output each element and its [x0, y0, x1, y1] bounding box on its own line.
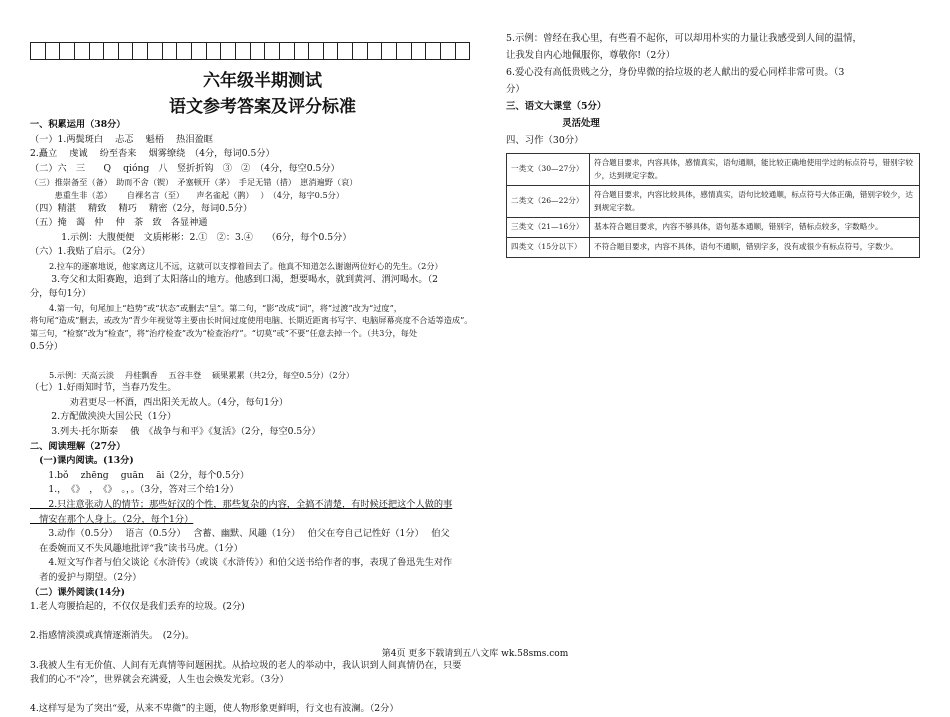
- left-line: （一）1.两鬓斑白 忐忑 魁梧 热泪盈眶: [30, 133, 213, 145]
- page-title: 六年级半期测试: [203, 71, 322, 91]
- rubric-category: 二类文（26—22分）: [507, 186, 590, 218]
- grid-cell: [148, 43, 163, 59]
- page-subtitle: 语文参考答案及评分标准: [169, 97, 356, 117]
- left-line: 3.夸父和太阳赛跑，追到了太阳落山的地方。他感到口渴，想要喝水，就到黄河、渭河喝水。（2: [30, 273, 438, 285]
- left-line: 4.这样写是为了突出“爱，从来不卑微”的主题，使人物形象更鲜明，行文也有波澜。（2分）: [30, 703, 399, 715]
- name-box-grid: [30, 42, 470, 60]
- grid-cell: [397, 43, 412, 59]
- grid-cell: [382, 43, 397, 59]
- left-line: 2.只注意张动人的情节；那些好汉的个性，那些复杂的内容，全搞不清楚，有时候还把这个人做的事: [30, 499, 453, 511]
- rubric-description: 不符合题目要求，内容不具体，语句不通顺，错别字多，没有或很少有标点符号，字数少。: [590, 237, 920, 257]
- grid-cell: [251, 43, 266, 59]
- grid-cell: [412, 43, 427, 59]
- grid-cell: [426, 43, 441, 59]
- left-line: 3.我被人生有无价值、人间有无真情等问题困扰。从拾垃圾的老人的举动中，我认识到人间真情仍在，只要: [30, 659, 462, 671]
- grid-cell: [192, 43, 207, 59]
- left-line: 2.拉车的逐寨地说，他家离这儿不远，这就可以支撑着回去了。他真不知道怎么谢谢两位好心的先生。（2分）: [30, 260, 443, 271]
- grid-cell: [295, 43, 310, 59]
- grid-cell: [163, 43, 178, 59]
- left-line: 分，每句1分）: [30, 288, 91, 300]
- left-line: 3.列夫·托尔斯泰 俄 《战争与和平》《复活》（2分，每空0.5分）: [30, 426, 321, 438]
- grid-cell: [441, 43, 456, 59]
- grid-cell: [221, 43, 236, 59]
- left-line: 4.短文写作者与伯父谈论《水浒传》（或谈《水浒传》）和伯父送书给作者的事，表现了鲁迅先生对作: [30, 557, 453, 569]
- right-line: 分）: [506, 84, 525, 95]
- left-line: 0.5分）: [30, 340, 63, 352]
- grid-cell: [353, 43, 368, 59]
- rubric-row: [507, 218, 920, 238]
- rubric-row: [507, 154, 920, 186]
- rubric-category: 四类文（15分以下）: [507, 237, 590, 257]
- right-line: 5.示例：曾经在我心里，有些看不起你，可以却用朴实的力量让我感受到人间的温情，: [506, 33, 862, 44]
- essay-rubric-table: [506, 153, 920, 258]
- grid-cell: [338, 43, 353, 59]
- grid-cell: [31, 43, 46, 59]
- left-line: 将句尾“造成”删去，或改为“青少年视觉等主要由长时间过度使用电脑、长期近距离书写字、电脑屏幕亮度不合适等造成”。: [30, 315, 473, 326]
- left-line: （二）课外阅读(14分): [30, 586, 125, 598]
- rubric-description: 基本符合题目要求，内容不够具体，语句基本通顺，错别字，错标点较多，字数略少。: [590, 218, 920, 238]
- left-line: [30, 354, 495, 369]
- left-line: 一、积累运用（38分）: [30, 119, 126, 130]
- grid-cell: [60, 43, 75, 59]
- page-footer: 第4页 更多下载请到五八文库 wk.58sms.com: [381, 649, 569, 659]
- left-line: （二）六 三 Q qióng 八 竖折折钩 ③ ② （4分，每空0.5分）: [30, 162, 340, 174]
- left-line: 劝君更尽一杯酒，西出阳关无故人。（4分，每句1分）: [30, 396, 289, 408]
- left-line: 者的爱护与期望。（2分）: [30, 572, 142, 583]
- left-line: [30, 688, 495, 703]
- rubric-row: [507, 237, 920, 257]
- grid-cell: [133, 43, 148, 59]
- left-line: 二、阅读理解（27分）: [30, 440, 126, 452]
- left-line: 1.， 《》 ， 《》 。，。（3分，答对三个给1分）: [30, 484, 239, 496]
- right-line: 让我发自内心地佩服你，尊敬你!（2分）: [506, 50, 676, 61]
- left-line: （四）精湛 精致 精巧 精密（2分，每词0.5分）: [30, 202, 253, 214]
- left-line: （五）掩 蔼 仲 仲 茶 致 各显神通: [30, 217, 208, 229]
- rubric-category: 一类文（30—27分）: [507, 154, 590, 186]
- left-line: 情安在那个人身上。（2分，每个1分）: [30, 513, 194, 525]
- right-line: 灵活处理: [506, 118, 600, 129]
- grid-cell: [236, 43, 251, 59]
- left-line: [30, 615, 495, 630]
- rubric-row: [507, 186, 920, 218]
- grid-cell: [75, 43, 90, 59]
- grid-cell: [46, 43, 61, 59]
- left-line: 1.示例：大腹便便 文质彬彬：2.① ②：3.④ （6分，每个0.5分）: [40, 231, 352, 243]
- left-line: 4.第一句，句尾加上“趋势”或“状态”或删去“呈”。第二句，“影”改成“词”，将“过渡”改为“过度”，: [30, 302, 402, 313]
- right-line: 三、语文大课堂（5分）: [506, 101, 607, 112]
- left-line: 我们的心不“冷”，世界就会充满爱，人生也会焕发光彩。（3分）: [30, 674, 289, 686]
- left-line: （七）1.好雨知时节，当春乃发生。: [30, 382, 177, 394]
- grid-cell: [104, 43, 119, 59]
- rubric-description: 符合题目要求，内容比较具体，感情真实，语句比较通顺，标点符号大体正确，错别字较少，达到规定字数。: [590, 186, 920, 218]
- rubric-description: 符合题目要求，内容具体，感情真实，语句通顺，能比较正确地使用学过的标点符号，错别字较少，达到规定字数。: [590, 154, 920, 186]
- rubric-category: 三类文（21—16分）: [507, 218, 590, 238]
- right-line: 6.爱心没有高低贵贱之分，身份卑微的拾垃圾的老人献出的爱心同样非常可贵。（3: [506, 67, 845, 78]
- left-answer-lines: [30, 118, 495, 717]
- right-line: 四、习作（30分）: [506, 135, 584, 146]
- grid-cell: [177, 43, 192, 59]
- right-answer-lines: [506, 30, 926, 149]
- left-line: 2.矗立 虔诚 纷至沓来 烟雾缭绕 （4分，每词0.5分）: [30, 148, 275, 160]
- left-line: 2.指感情淡漠或真情逐渐消失。 (2分)。: [30, 630, 195, 642]
- left-line: 3.动作（0.5分） 语言（0.5分） 含蓄、幽默、风趣（1分） 伯父在夸自己记性好（1分） 伯父: [30, 528, 450, 540]
- left-line: 1.老人弯腰拾起的，不仅仅是我们丢弃的垃圾。(2分): [30, 601, 245, 613]
- left-line: 1.bǒ zhēng guān āi（2分，每个0.5分）: [30, 469, 250, 481]
- left-line: 患重生非（恙） 自裸名言（至） 声名雀起（鹊） ） （4分，每字0.5分）: [30, 189, 345, 200]
- grid-cell: [309, 43, 324, 59]
- grid-cell: [119, 43, 134, 59]
- left-line: 在委婉而又不失风趣地批评“我”读书马虎。（1分）: [30, 542, 243, 554]
- grid-cell: [368, 43, 383, 59]
- grid-cell: [207, 43, 222, 59]
- left-line: 5.示例：天高云淡 丹桂飘香 五谷丰登 硕果累累（共2分，每空0.5分）（2分）: [30, 369, 355, 380]
- left-line: 2.方配做泱泱大国公民（1分）: [30, 411, 177, 423]
- grid-cell: [456, 43, 470, 59]
- left-line: (一)课内阅读。(13分): [30, 455, 134, 467]
- left-line: 第三句，“检察”改为“检查”，将“治疗检查”改为“检查治疗”。“切莫”或“不要”任意去掉一个。（共3分，每处: [30, 327, 418, 338]
- left-line: （三）推崇备至（备） 助而不舍（锲） 矛塞顿开（茅） 手足无错（措） 崽消遍野（哀）: [30, 177, 358, 188]
- grid-cell: [265, 43, 280, 59]
- grid-cell: [280, 43, 295, 59]
- grid-cell: [90, 43, 105, 59]
- grid-cell: [324, 43, 339, 59]
- left-line: （六）1.我贴了启示。（2分）: [30, 246, 151, 258]
